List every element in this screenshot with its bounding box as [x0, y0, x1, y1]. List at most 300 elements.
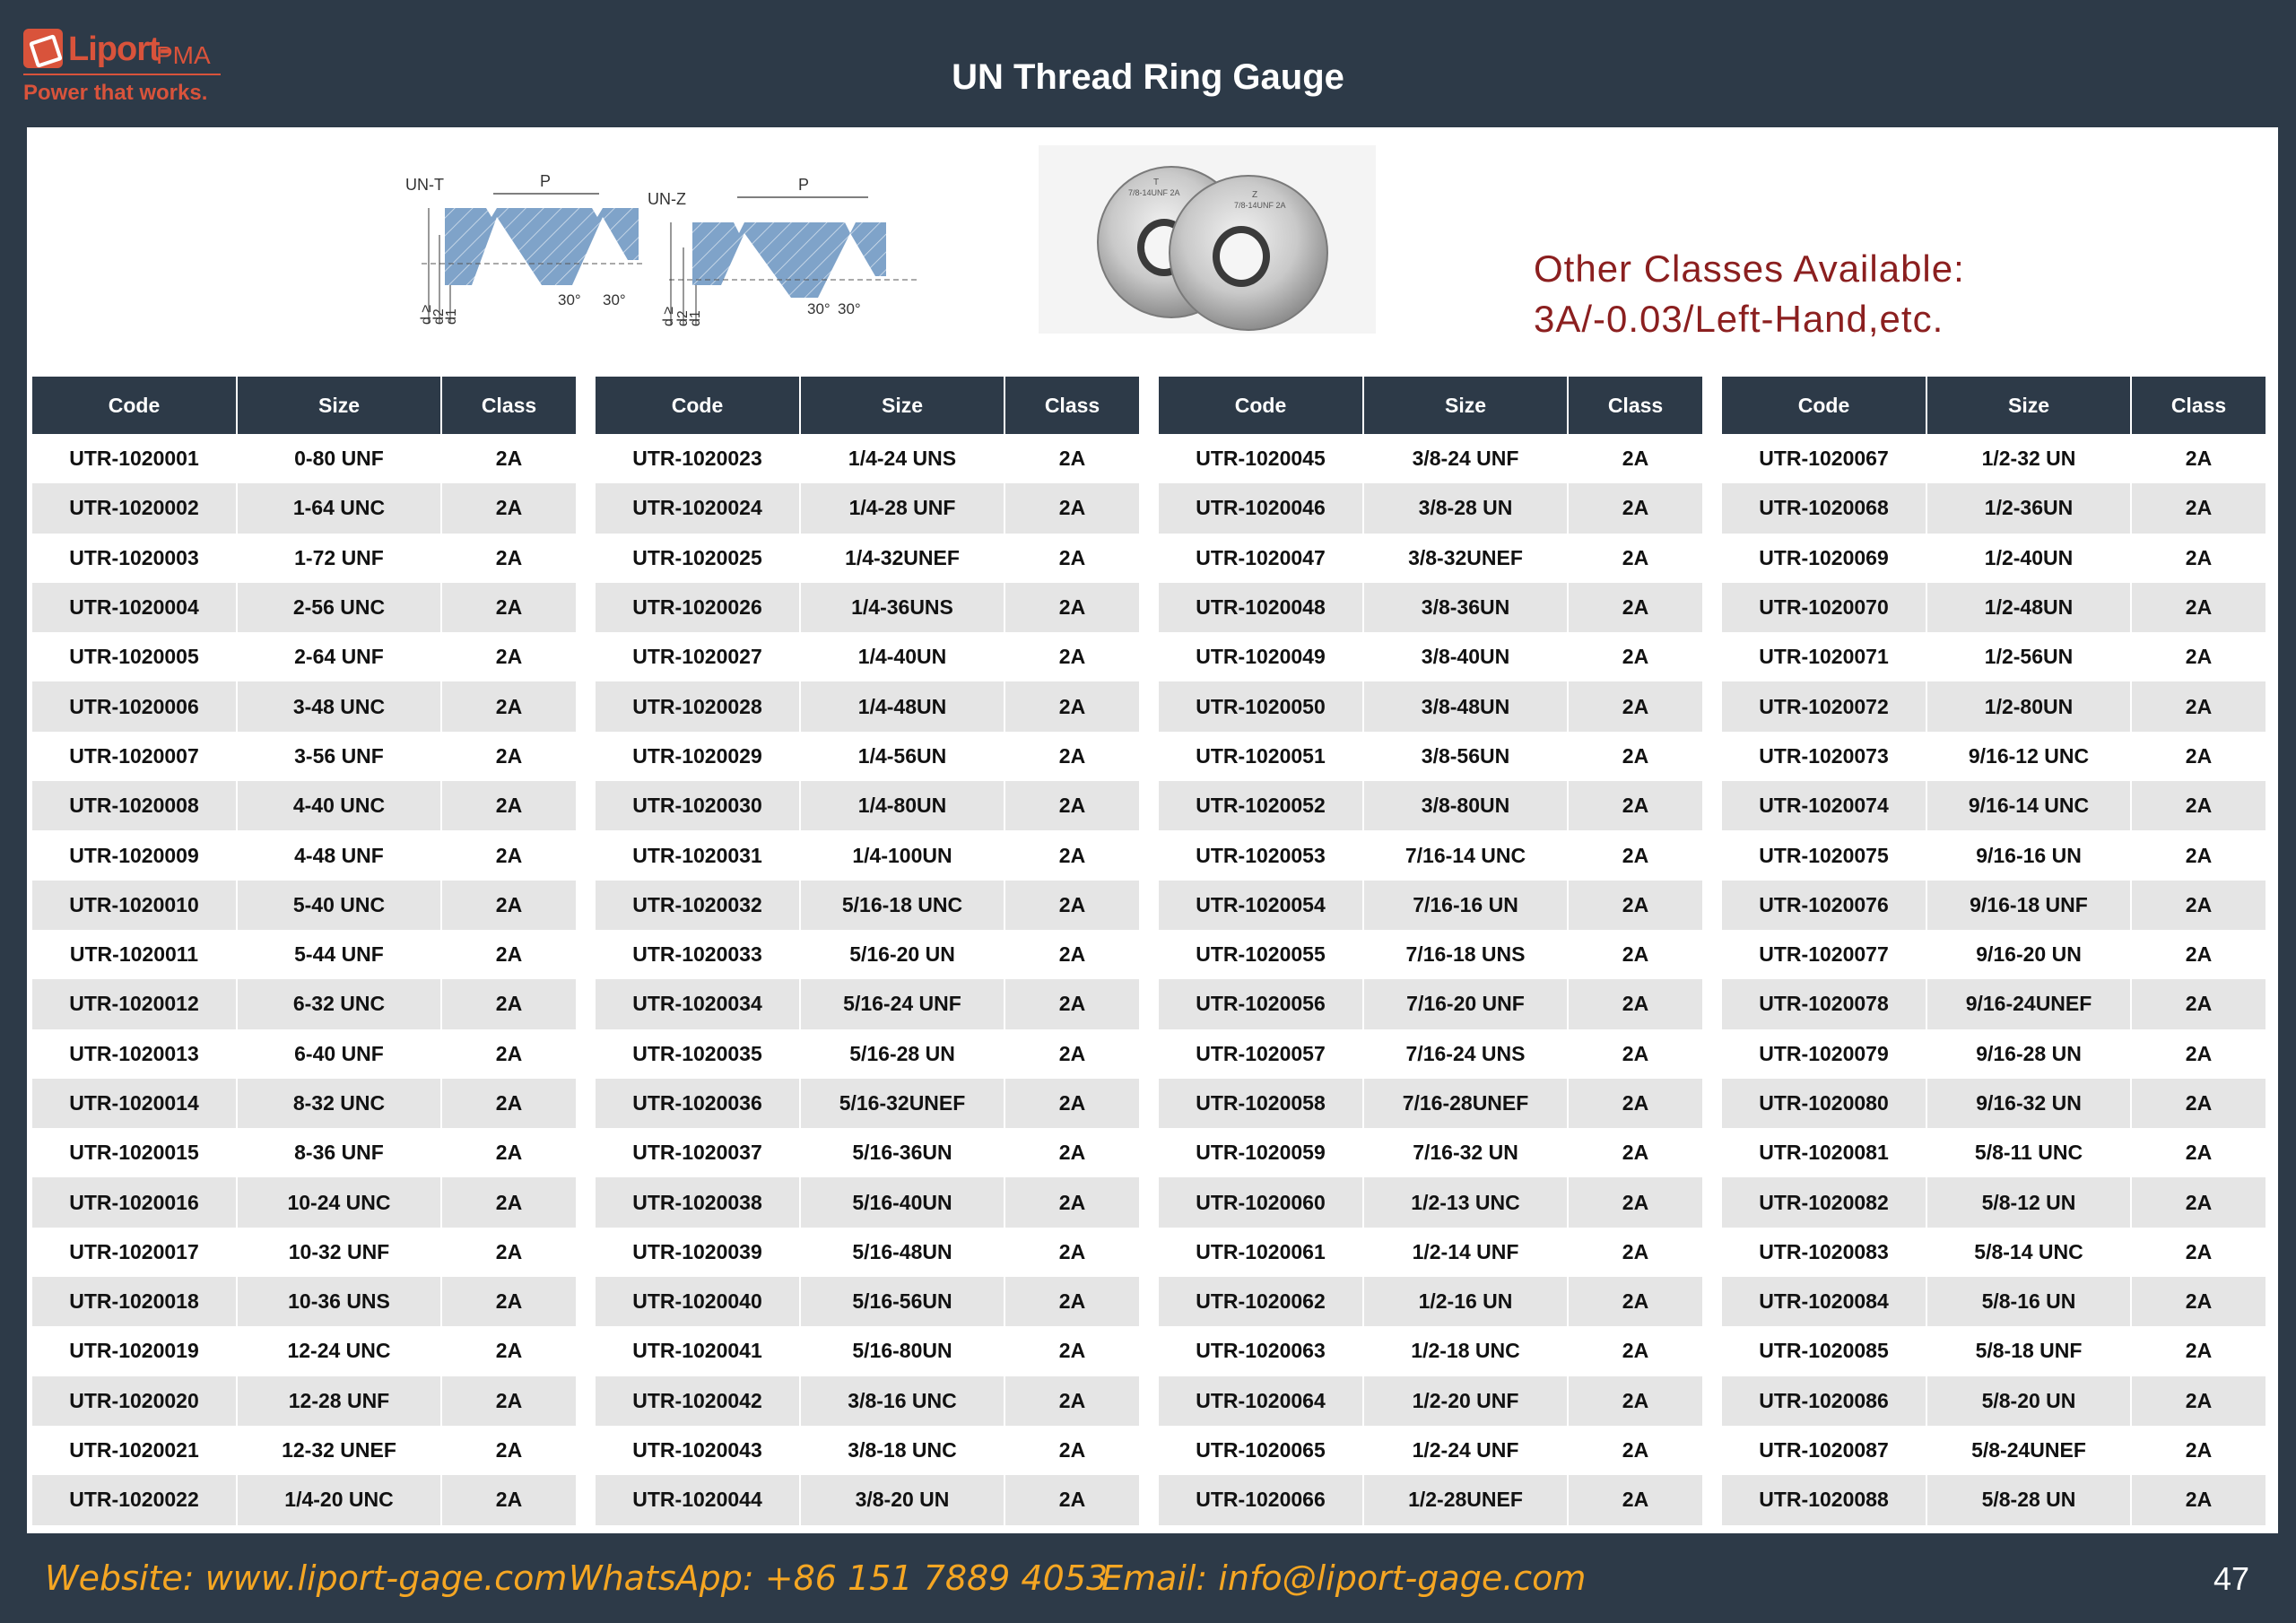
code-cell: UTR-1020001	[32, 434, 237, 483]
column-header-code: Code	[32, 377, 237, 434]
content-panel	[27, 127, 2278, 1533]
class-cell: 2A	[2131, 979, 2266, 1028]
code-cell: UTR-1020039	[596, 1228, 800, 1277]
class-cell: 2A	[2131, 681, 2266, 731]
size-cell: 3/8-32UNEF	[1363, 534, 1568, 583]
table-row	[32, 1277, 576, 1326]
size-cell: 7/16-24 UNS	[1363, 1029, 1568, 1079]
code-cell: UTR-1020023	[596, 434, 800, 483]
size-cell: 2-56 UNC	[237, 583, 441, 632]
class-cell: 2A	[1004, 534, 1139, 583]
table-row	[1722, 930, 2266, 979]
table-row	[1159, 781, 1702, 830]
code-cell: UTR-1020006	[32, 681, 237, 731]
table-row	[32, 781, 576, 830]
code-cell: UTR-1020019	[32, 1326, 237, 1376]
code-cell: UTR-1020027	[596, 632, 800, 681]
class-cell: 2A	[441, 930, 576, 979]
size-cell: 0-80 UNF	[237, 434, 441, 483]
code-cell: UTR-1020085	[1722, 1326, 1926, 1376]
class-cell: 2A	[2131, 534, 2266, 583]
table-row	[596, 881, 1139, 930]
class-cell: 2A	[1568, 1326, 1702, 1376]
angle-left-label: 30°	[558, 291, 581, 308]
size-cell: 5/16-56UN	[800, 1277, 1004, 1326]
table-row	[1159, 732, 1702, 781]
class-cell: 2A	[441, 583, 576, 632]
size-cell: 6-32 UNC	[237, 979, 441, 1028]
code-cell: UTR-1020037	[596, 1128, 800, 1177]
class-cell: 2A	[2131, 434, 2266, 483]
size-cell: 1/2-28UNEF	[1363, 1475, 1568, 1524]
class-cell: 2A	[1004, 881, 1139, 930]
d2-label: d2	[431, 308, 447, 325]
class-cell: 2A	[1004, 681, 1139, 731]
code-cell: UTR-1020047	[1159, 534, 1363, 583]
table-row	[1159, 1326, 1702, 1376]
class-cell: 2A	[2131, 1228, 2266, 1277]
whatsapp-contact[interactable]: WhatsApp: +86 151 7889 4053	[569, 1558, 1109, 1598]
code-cell: UTR-1020041	[596, 1326, 800, 1376]
table-row	[596, 681, 1139, 731]
class-cell: 2A	[441, 632, 576, 681]
code-cell: UTR-1020045	[1159, 434, 1363, 483]
table-row	[32, 1177, 576, 1227]
table-row	[1722, 1177, 2266, 1227]
size-cell: 1/4-24 UNS	[800, 434, 1004, 483]
code-cell: UTR-1020050	[1159, 681, 1363, 731]
code-cell: UTR-1020072	[1722, 681, 1926, 731]
size-cell: 1/2-36UN	[1926, 483, 2131, 533]
size-cell: 5/16-40UN	[800, 1177, 1004, 1227]
table-row	[1159, 1228, 1702, 1277]
size-cell: 6-40 UNF	[237, 1029, 441, 1079]
column-header-size: Size	[237, 377, 441, 434]
size-cell: 3/8-36UN	[1363, 583, 1568, 632]
code-cell: UTR-1020016	[32, 1177, 237, 1227]
table-row	[32, 1228, 576, 1277]
table-row	[596, 1177, 1139, 1227]
size-cell: 12-28 UNF	[237, 1376, 441, 1426]
size-cell: 1/2-56UN	[1926, 632, 2131, 681]
un-z-thread-diagram	[648, 170, 944, 341]
class-cell: 2A	[1568, 583, 1702, 632]
size-cell: 4-40 UNC	[237, 781, 441, 830]
d-label: d ≥	[661, 306, 676, 326]
other-classes-line1: Other Classes Available:	[1534, 247, 1965, 290]
table-row	[1159, 583, 1702, 632]
table-row	[596, 434, 1139, 483]
class-cell: 2A	[2131, 1277, 2266, 1326]
class-cell: 2A	[441, 681, 576, 731]
table-row	[32, 1376, 576, 1426]
size-cell: 3-56 UNF	[237, 732, 441, 781]
class-cell: 2A	[1568, 930, 1702, 979]
code-cell: UTR-1020057	[1159, 1029, 1363, 1079]
size-cell: 5/8-18 UNF	[1926, 1326, 2131, 1376]
gauge-table	[1159, 377, 1702, 1525]
class-cell: 2A	[1004, 583, 1139, 632]
code-cell: UTR-1020022	[32, 1475, 237, 1524]
class-cell: 2A	[441, 1029, 576, 1079]
class-cell: 2A	[1004, 979, 1139, 1028]
class-cell: 2A	[1004, 1426, 1139, 1475]
class-cell: 2A	[1568, 1128, 1702, 1177]
class-cell: 2A	[2131, 1326, 2266, 1376]
size-cell: 10-32 UNF	[237, 1228, 441, 1277]
size-cell: 3/8-48UN	[1363, 681, 1568, 731]
code-cell: UTR-1020066	[1159, 1475, 1363, 1524]
size-cell: 1-64 UNC	[237, 483, 441, 533]
table-row	[596, 583, 1139, 632]
class-cell: 2A	[1568, 1426, 1702, 1475]
code-cell: UTR-1020087	[1722, 1426, 1926, 1475]
column-header-size: Size	[1926, 377, 2131, 434]
d1-label: d1	[688, 310, 703, 326]
size-cell: 5-40 UNC	[237, 881, 441, 930]
ring-gauge-photo	[1039, 145, 1376, 334]
class-cell: 2A	[1568, 1029, 1702, 1079]
code-cell: UTR-1020007	[32, 732, 237, 781]
table-row	[1722, 1128, 2266, 1177]
size-cell: 3/8-16 UNC	[800, 1376, 1004, 1426]
table-row	[1722, 979, 2266, 1028]
table-row	[596, 1376, 1139, 1426]
table-row	[1722, 1376, 2266, 1426]
gauge-mark-spec: 7/8-14UNF 2A	[1128, 188, 1180, 197]
class-cell: 2A	[1004, 732, 1139, 781]
table-row	[1159, 1426, 1702, 1475]
table-row	[1159, 1029, 1702, 1079]
table-row	[1159, 534, 1702, 583]
table-row	[1159, 681, 1702, 731]
class-cell: 2A	[441, 830, 576, 880]
table-row	[32, 681, 576, 731]
class-cell: 2A	[1004, 1326, 1139, 1376]
website-link[interactable]: Website: www.liport-gage.com	[45, 1558, 568, 1598]
code-cell: UTR-1020044	[596, 1475, 800, 1524]
class-cell: 2A	[1004, 830, 1139, 880]
table-row	[32, 979, 576, 1028]
class-cell: 2A	[441, 483, 576, 533]
class-cell: 2A	[441, 1177, 576, 1227]
class-cell: 2A	[1568, 979, 1702, 1028]
table-row	[32, 1128, 576, 1177]
class-cell: 2A	[1004, 1228, 1139, 1277]
class-cell: 2A	[1568, 681, 1702, 731]
size-cell: 12-24 UNC	[237, 1326, 441, 1376]
code-cell: UTR-1020063	[1159, 1326, 1363, 1376]
size-cell: 3/8-80UN	[1363, 781, 1568, 830]
size-cell: 3/8-56UN	[1363, 732, 1568, 781]
class-cell: 2A	[2131, 830, 2266, 880]
gauge-table	[32, 377, 576, 1525]
class-cell: 2A	[441, 1079, 576, 1128]
code-cell: UTR-1020040	[596, 1277, 800, 1326]
table-row	[596, 534, 1139, 583]
size-cell: 5/16-80UN	[800, 1326, 1004, 1376]
size-cell: 1/2-80UN	[1926, 681, 2131, 731]
table-row	[596, 483, 1139, 533]
size-cell: 5/16-20 UN	[800, 930, 1004, 979]
class-cell: 2A	[1004, 434, 1139, 483]
size-cell: 1/4-48UN	[800, 681, 1004, 731]
size-cell: 9/16-16 UN	[1926, 830, 2131, 880]
class-cell: 2A	[441, 1326, 576, 1376]
class-cell: 2A	[1568, 1177, 1702, 1227]
class-cell: 2A	[2131, 483, 2266, 533]
size-cell: 5/16-28 UN	[800, 1029, 1004, 1079]
table-row	[32, 1326, 576, 1376]
table-row	[1722, 1079, 2266, 1128]
code-cell: UTR-1020058	[1159, 1079, 1363, 1128]
size-cell: 1/2-13 UNC	[1363, 1177, 1568, 1227]
table-row	[1159, 830, 1702, 880]
code-cell: UTR-1020074	[1722, 781, 1926, 830]
un-t-thread-diagram	[368, 170, 664, 341]
size-cell: 8-36 UNF	[237, 1128, 441, 1177]
code-cell: UTR-1020048	[1159, 583, 1363, 632]
table-row	[596, 1079, 1139, 1128]
table-row	[1159, 1277, 1702, 1326]
code-cell: UTR-1020052	[1159, 781, 1363, 830]
table-row	[596, 1228, 1139, 1277]
table-row	[32, 1426, 576, 1475]
code-cell: UTR-1020013	[32, 1029, 237, 1079]
code-cell: UTR-1020015	[32, 1128, 237, 1177]
size-cell: 5/16-24 UNF	[800, 979, 1004, 1028]
class-cell: 2A	[1004, 1128, 1139, 1177]
code-cell: UTR-1020032	[596, 881, 800, 930]
class-cell: 2A	[2131, 1426, 2266, 1475]
code-cell: UTR-1020036	[596, 1079, 800, 1128]
class-cell: 2A	[441, 1426, 576, 1475]
size-cell: 1/2-20 UNF	[1363, 1376, 1568, 1426]
table-row	[1722, 881, 2266, 930]
code-cell: UTR-1020008	[32, 781, 237, 830]
code-cell: UTR-1020009	[32, 830, 237, 880]
code-cell: UTR-1020056	[1159, 979, 1363, 1028]
code-cell: UTR-1020002	[32, 483, 237, 533]
code-cell: UTR-1020012	[32, 979, 237, 1028]
code-cell: UTR-1020065	[1159, 1426, 1363, 1475]
size-cell: 1/2-32 UN	[1926, 434, 2131, 483]
size-cell: 1/4-20 UNC	[237, 1475, 441, 1524]
size-cell: 3/8-20 UN	[800, 1475, 1004, 1524]
code-cell: UTR-1020064	[1159, 1376, 1363, 1426]
table-row	[596, 1128, 1139, 1177]
size-cell: 7/16-18 UNS	[1363, 930, 1568, 979]
size-cell: 3/8-40UN	[1363, 632, 1568, 681]
code-cell: UTR-1020026	[596, 583, 800, 632]
code-cell: UTR-1020081	[1722, 1128, 1926, 1177]
table-row	[32, 1029, 576, 1079]
class-cell: 2A	[441, 881, 576, 930]
class-cell: 2A	[1568, 1228, 1702, 1277]
class-cell: 2A	[1568, 1475, 1702, 1524]
code-cell: UTR-1020014	[32, 1079, 237, 1128]
table-row	[596, 830, 1139, 880]
table-row	[1722, 1426, 2266, 1475]
class-cell: 2A	[2131, 1029, 2266, 1079]
size-cell: 5/8-28 UN	[1926, 1475, 2131, 1524]
table-row	[1159, 979, 1702, 1028]
table-row	[32, 632, 576, 681]
size-cell: 9/16-12 UNC	[1926, 732, 2131, 781]
table-row	[596, 1326, 1139, 1376]
size-cell: 5/16-48UN	[800, 1228, 1004, 1277]
code-cell: UTR-1020020	[32, 1376, 237, 1426]
size-cell: 4-48 UNF	[237, 830, 441, 880]
size-cell: 5/16-32UNEF	[800, 1079, 1004, 1128]
page-number: 47	[2213, 1560, 2249, 1597]
class-cell: 2A	[1004, 632, 1139, 681]
code-cell: UTR-1020021	[32, 1426, 237, 1475]
diagram-label: UN-T	[405, 176, 444, 194]
code-cell: UTR-1020005	[32, 632, 237, 681]
logo-name: Liport-	[68, 30, 170, 68]
other-classes-note	[1534, 244, 1965, 344]
size-cell: 5/8-16 UN	[1926, 1277, 2131, 1326]
table-row	[596, 930, 1139, 979]
code-cell: UTR-1020034	[596, 979, 800, 1028]
code-cell: UTR-1020062	[1159, 1277, 1363, 1326]
class-cell: 2A	[441, 781, 576, 830]
table-row	[596, 781, 1139, 830]
diagram-label: UN-Z	[648, 190, 686, 208]
class-cell: 2A	[2131, 632, 2266, 681]
size-cell: 9/16-32 UN	[1926, 1079, 2131, 1128]
table-row	[32, 881, 576, 930]
code-cell: UTR-1020025	[596, 534, 800, 583]
table-row	[1722, 732, 2266, 781]
table-row	[1722, 483, 2266, 533]
size-cell: 1/4-56UN	[800, 732, 1004, 781]
table-row	[596, 632, 1139, 681]
table-row	[1722, 1326, 2266, 1376]
email-link[interactable]: Email: info@liport-gage.com	[1101, 1558, 1587, 1598]
code-cell: UTR-1020083	[1722, 1228, 1926, 1277]
size-cell: 5/8-11 UNC	[1926, 1128, 2131, 1177]
size-cell: 5/8-20 UN	[1926, 1376, 2131, 1426]
class-cell: 2A	[1568, 732, 1702, 781]
column-header-size: Size	[800, 377, 1004, 434]
page-title: UN Thread Ring Gauge	[952, 57, 1344, 97]
table-row	[1159, 1079, 1702, 1128]
table-row	[1722, 583, 2266, 632]
table-row	[1159, 632, 1702, 681]
class-cell: 2A	[441, 1128, 576, 1177]
column-header-code: Code	[1722, 377, 1926, 434]
code-cell: UTR-1020049	[1159, 632, 1363, 681]
class-cell: 2A	[2131, 930, 2266, 979]
other-classes-line2: 3A/-0.03/Left-Hand,etc.	[1534, 298, 1944, 340]
table-row	[596, 979, 1139, 1028]
column-header-class: Class	[441, 377, 576, 434]
table-row	[1722, 632, 2266, 681]
size-cell: 1/4-32UNEF	[800, 534, 1004, 583]
angle-right-label: 30°	[603, 291, 626, 308]
size-cell: 1/2-18 UNC	[1363, 1326, 1568, 1376]
class-cell: 2A	[2131, 881, 2266, 930]
code-cell: UTR-1020078	[1722, 979, 1926, 1028]
logo-tagline: Power that works.	[23, 81, 208, 105]
gauge-table	[1722, 377, 2266, 1525]
code-cell: UTR-1020010	[32, 881, 237, 930]
table-row	[32, 1475, 576, 1524]
class-cell: 2A	[441, 1277, 576, 1326]
code-cell: UTR-1020073	[1722, 732, 1926, 781]
size-cell: 2-64 UNF	[237, 632, 441, 681]
class-cell: 2A	[2131, 583, 2266, 632]
table-row	[1159, 483, 1702, 533]
class-cell: 2A	[2131, 1376, 2266, 1426]
code-cell: UTR-1020028	[596, 681, 800, 731]
column-header-code: Code	[1159, 377, 1363, 434]
code-cell: UTR-1020035	[596, 1029, 800, 1079]
column-header-size: Size	[1363, 377, 1568, 434]
class-cell: 2A	[1568, 434, 1702, 483]
code-cell: UTR-1020060	[1159, 1177, 1363, 1227]
code-cell: UTR-1020031	[596, 830, 800, 880]
code-cell: UTR-1020067	[1722, 434, 1926, 483]
size-cell: 3-48 UNC	[237, 681, 441, 731]
size-cell: 10-24 UNC	[237, 1177, 441, 1227]
table-row	[596, 1277, 1139, 1326]
logo-suffix: PMA	[156, 41, 211, 69]
code-cell: UTR-1020088	[1722, 1475, 1926, 1524]
size-cell: 5/8-12 UN	[1926, 1177, 2131, 1227]
class-cell: 2A	[1004, 483, 1139, 533]
class-cell: 2A	[1568, 830, 1702, 880]
table-row	[1722, 1475, 2266, 1524]
code-cell: UTR-1020004	[32, 583, 237, 632]
class-cell: 2A	[441, 434, 576, 483]
code-cell: UTR-1020038	[596, 1177, 800, 1227]
code-cell: UTR-1020042	[596, 1376, 800, 1426]
table-row	[1722, 434, 2266, 483]
table-row	[1159, 1128, 1702, 1177]
code-cell: UTR-1020051	[1159, 732, 1363, 781]
table-row	[32, 1079, 576, 1128]
class-cell: 2A	[1568, 1376, 1702, 1426]
size-cell: 9/16-20 UN	[1926, 930, 2131, 979]
size-cell: 8-32 UNC	[237, 1079, 441, 1128]
code-cell: UTR-1020003	[32, 534, 237, 583]
size-cell: 7/16-16 UN	[1363, 881, 1568, 930]
table-row	[596, 1475, 1139, 1524]
pitch-label: P	[798, 176, 810, 194]
class-cell: 2A	[2131, 1475, 2266, 1524]
size-cell: 1/4-40UN	[800, 632, 1004, 681]
size-cell: 1/2-24 UNF	[1363, 1426, 1568, 1475]
table-row	[32, 830, 576, 880]
class-cell: 2A	[1004, 781, 1139, 830]
table-row	[32, 732, 576, 781]
table-row	[1159, 930, 1702, 979]
class-cell: 2A	[441, 979, 576, 1028]
gauge-table	[596, 377, 1139, 1525]
table-row	[32, 583, 576, 632]
size-cell: 1/4-100UN	[800, 830, 1004, 880]
class-cell: 2A	[441, 1228, 576, 1277]
size-cell: 1/4-80UN	[800, 781, 1004, 830]
table-row	[1159, 1177, 1702, 1227]
size-cell: 1-72 UNF	[237, 534, 441, 583]
table-row	[1722, 534, 2266, 583]
d-label: d ≥	[419, 304, 434, 325]
code-cell: UTR-1020082	[1722, 1177, 1926, 1227]
